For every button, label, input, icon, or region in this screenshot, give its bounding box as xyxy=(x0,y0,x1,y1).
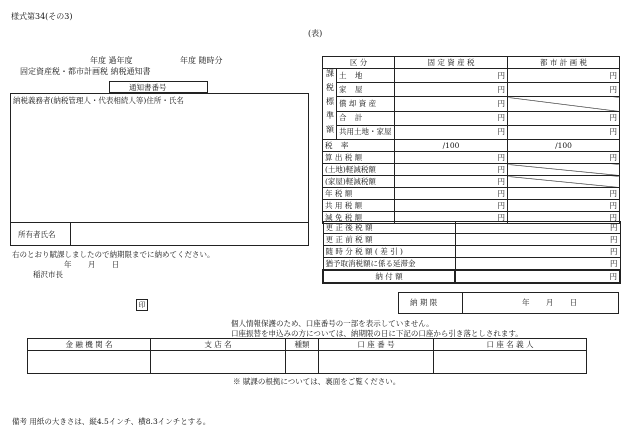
summary-value: 円 xyxy=(455,246,620,258)
summary-value: 円 xyxy=(455,234,620,246)
row-label: 共 用 税 額 xyxy=(323,200,395,212)
summary-label: 随 時 分 税 額 ( 差 引 ) xyxy=(323,246,455,258)
value-cell: 円 xyxy=(395,111,508,125)
col-category: 区 分 xyxy=(323,57,395,69)
mayor-name: 稲沢市長 xyxy=(33,270,63,279)
due-label: 納 期 限 xyxy=(410,298,438,307)
year-line-b: 年度 随時分 xyxy=(180,56,223,65)
value-cell: 円 xyxy=(508,83,620,97)
summary-value: 円 xyxy=(455,222,620,234)
date-line: 年 月 日 xyxy=(64,260,120,269)
summary-table xyxy=(322,221,621,284)
value-cell: 円 xyxy=(395,152,508,164)
value-cell: 円 xyxy=(508,152,620,164)
due-date-divider xyxy=(462,292,463,314)
bank-header: 口 座 番 号 xyxy=(319,339,434,351)
value-cell: 円 xyxy=(508,125,620,139)
void-cell xyxy=(508,176,620,188)
owner-name-label: 所有者氏名 xyxy=(18,230,56,239)
value-cell: 円 xyxy=(395,83,508,97)
void-cell xyxy=(508,97,620,111)
bank-cell xyxy=(151,351,286,374)
rate-cell: /100 xyxy=(508,140,620,152)
side-label: (表) xyxy=(308,29,323,38)
payment-value: 円 xyxy=(455,270,620,283)
col-fixed: 固 定 資 産 税 xyxy=(395,57,508,69)
notice-title: 固定資産税・都市計画税 納税通知書 xyxy=(20,67,151,76)
seal-mark: 印 xyxy=(136,299,148,311)
bank-cell xyxy=(286,351,319,374)
bank-table xyxy=(27,338,587,374)
value-cell: 円 xyxy=(395,164,508,176)
value-cell: 円 xyxy=(395,188,508,200)
row-label: 償 却 資 産 xyxy=(337,97,395,111)
value-cell: 円 xyxy=(508,69,620,83)
value-cell: 円 xyxy=(508,212,620,224)
owner-divider xyxy=(10,222,309,223)
bank-cell xyxy=(319,351,434,374)
bank-header: 支 店 名 xyxy=(151,339,286,351)
value-cell: 円 xyxy=(395,176,508,188)
bank-header: 口 座 名 義 人 xyxy=(434,339,587,351)
summary-label: 更 正 後 税 額 xyxy=(323,222,455,234)
summary-label: 更 正 前 税 額 xyxy=(323,234,455,246)
year-line-a: 年度 過年度 xyxy=(90,56,133,65)
basis-note: ※ 賦課の根拠については、裏面をご覧ください。 xyxy=(233,377,401,386)
notice-number-label: 通知書番号 xyxy=(129,83,167,92)
row-label: 税 率 xyxy=(323,140,395,152)
row-label: 家 屋 xyxy=(337,83,395,97)
tax-table xyxy=(322,56,620,224)
basis-group: 課税標準額 xyxy=(323,69,337,140)
row-label: 年 税 額 xyxy=(323,188,395,200)
row-label: (家屋)軽減税額 xyxy=(323,176,395,188)
taxpayer-label: 納税義務者(納税管理人・代表相続人等)住所・氏名 xyxy=(13,96,184,105)
footnote: 備考 用紙の大きさは、縦4.5インチ、横8.3インチとする。 xyxy=(12,417,211,426)
bank-header: 種類 xyxy=(286,339,319,351)
value-cell: 円 xyxy=(395,212,508,224)
col-city: 都 市 計 画 税 xyxy=(508,57,620,69)
value-cell: 円 xyxy=(508,188,620,200)
due-date: 年 月 日 xyxy=(522,298,578,307)
taxpayer-box xyxy=(10,93,309,246)
levy-text: 右のとおり賦課しましたので納期限までに納めてください。 xyxy=(12,250,215,259)
value-cell: 円 xyxy=(395,200,508,212)
privacy-note-1: 個人情報保護のため、口座番号の一部を表示していません。 xyxy=(231,319,434,328)
row-label: 減 免 税 額 xyxy=(323,212,395,224)
row-label: 算 出 税 額 xyxy=(323,152,395,164)
summary-label: 猶予取消税額に係る延滞金 xyxy=(323,258,455,271)
rate-cell: /100 xyxy=(395,140,508,152)
summary-value: 円 xyxy=(455,258,620,271)
bank-cell xyxy=(28,351,151,374)
bank-cell xyxy=(434,351,587,374)
row-label: 共用土地・家屋 xyxy=(337,125,395,139)
void-cell xyxy=(508,164,620,176)
value-cell: 円 xyxy=(395,69,508,83)
value-cell: 円 xyxy=(508,200,620,212)
value-cell: 円 xyxy=(395,125,508,139)
owner-divider-v xyxy=(70,222,71,246)
value-cell: 円 xyxy=(395,97,508,111)
bank-header: 金 融 機 関 名 xyxy=(28,339,151,351)
privacy-note-2: 口座振替を申込みの方については、納期限の日に下記の口座から引き落としされます。 xyxy=(231,329,523,338)
form-number: 様式第34(その3) xyxy=(11,12,73,21)
row-label: 土 地 xyxy=(337,69,395,83)
value-cell: 円 xyxy=(508,111,620,125)
row-label: (土地)軽減税額 xyxy=(323,164,395,176)
payment-label: 納 付 額 xyxy=(323,270,455,283)
row-label: 合 計 xyxy=(337,111,395,125)
